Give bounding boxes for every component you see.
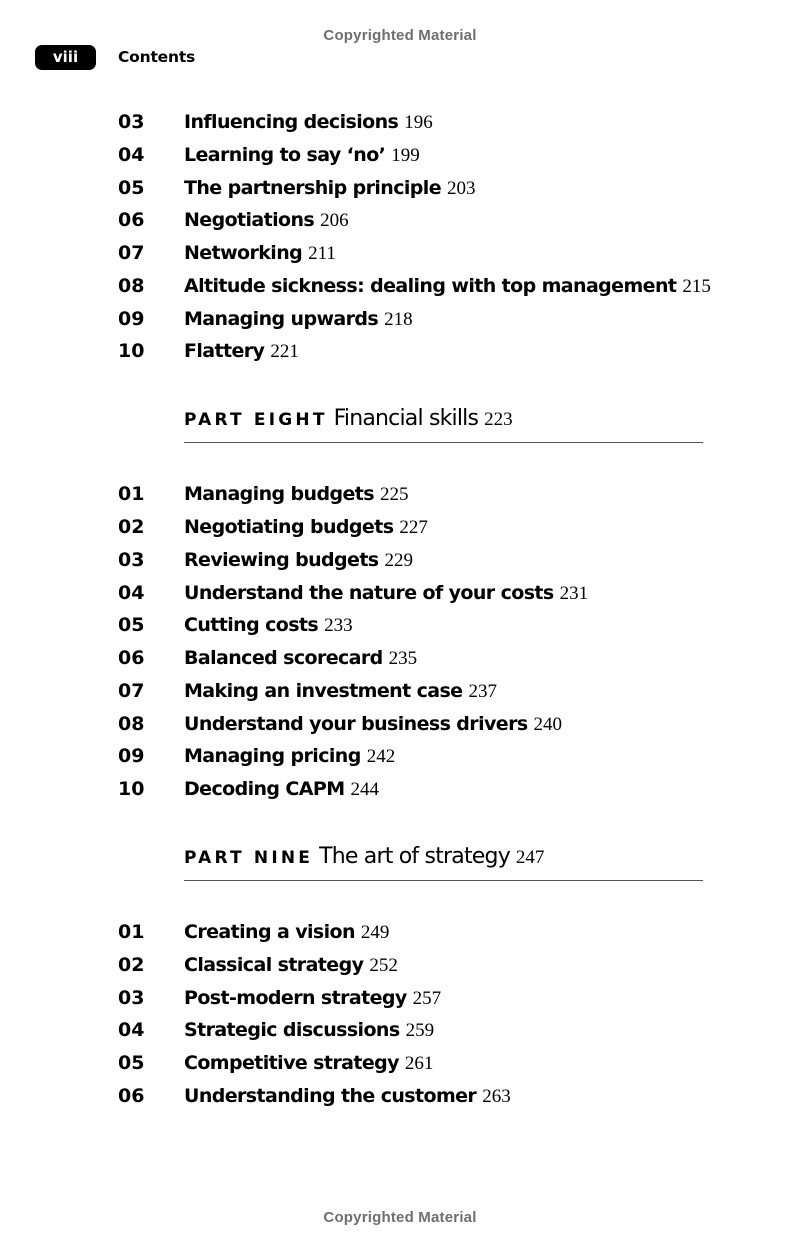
page-ref: 231 <box>559 583 589 604</box>
page-ref: 263 <box>482 1086 511 1107</box>
page-ref: 221 <box>270 341 299 362</box>
chapter-number: 08 <box>118 275 145 297</box>
chapter-title: Decoding CAPM <box>184 778 345 800</box>
page-number-badge: viii <box>35 45 96 70</box>
chapter-title: Creating a vision <box>184 921 355 943</box>
chapter-number: 01 <box>118 921 145 943</box>
chapter-title: Managing upwards <box>184 308 379 330</box>
page-ref: 244 <box>350 779 380 800</box>
page-ref: 261 <box>404 1053 434 1074</box>
page-ref: 259 <box>405 1020 435 1041</box>
chapter-title: Altitude sickness: dealing with top management <box>184 275 677 297</box>
chapter-title: Understand your business drivers <box>184 713 528 735</box>
chapter-number: 05 <box>118 614 145 636</box>
page-ref: 218 <box>384 309 413 330</box>
chapter-title: Influencing decisions <box>184 111 399 133</box>
page-ref: 233 <box>324 615 353 636</box>
page-ref: 215 <box>682 276 711 297</box>
chapter-number: 04 <box>118 1019 145 1041</box>
chapter-number: 06 <box>118 647 145 669</box>
chapter-title: Classical strategy <box>184 954 364 976</box>
part-title: The art of strategy <box>319 844 510 869</box>
part-label: PART NINE <box>184 848 314 868</box>
part-heading[interactable] <box>184 844 703 881</box>
chapter-title: The partnership principle <box>184 177 441 199</box>
chapter-title: Learning to say ‘no’ <box>184 144 386 166</box>
chapter-title: Post-modern strategy <box>184 987 407 1009</box>
page-ref: 242 <box>366 746 396 767</box>
chapter-number: 09 <box>118 745 145 767</box>
chapter-title: Networking <box>184 242 303 264</box>
chapter-number: 05 <box>118 177 145 199</box>
page-ref: 225 <box>379 484 409 505</box>
page-ref: 206 <box>320 210 349 231</box>
chapter-number: 07 <box>118 680 145 702</box>
page-ref: 229 <box>384 550 414 571</box>
chapter-number: 04 <box>118 582 145 604</box>
chapter-number: 09 <box>118 308 145 330</box>
chapter-title: Managing budgets <box>184 483 374 505</box>
chapter-number: 03 <box>118 549 145 571</box>
copyright-watermark-bottom: Copyrighted Material <box>323 1209 477 1226</box>
chapter-number: 06 <box>118 1085 145 1107</box>
page-ref: 199 <box>391 145 420 166</box>
chapter-number: 01 <box>118 483 145 505</box>
chapter-title: Strategic discussions <box>184 1019 400 1041</box>
chapter-number: 02 <box>118 954 145 976</box>
page-ref: 227 <box>399 517 428 538</box>
chapter-title: Cutting costs <box>184 614 319 636</box>
chapter-title: Competitive strategy <box>184 1052 399 1074</box>
page-ref: 196 <box>404 112 433 133</box>
chapter-title: Managing pricing <box>184 745 361 767</box>
page-ref: 257 <box>412 988 442 1009</box>
chapter-title: Balanced scorecard <box>184 647 383 669</box>
page-ref: 235 <box>388 648 418 669</box>
chapter-number: 10 <box>118 340 145 362</box>
chapter-title: Understand the nature of your costs <box>184 582 554 604</box>
part-page-ref: 223 <box>484 409 513 430</box>
chapter-title: Negotiations <box>184 209 315 231</box>
chapter-number: 04 <box>118 144 145 166</box>
part-label: PART EIGHT <box>184 410 328 430</box>
copyright-watermark-top: Copyrighted Material <box>323 27 477 44</box>
page-ref: 249 <box>360 922 390 943</box>
page-ref: 237 <box>468 681 497 702</box>
chapter-number: 03 <box>118 987 145 1009</box>
chapter-title: Making an investment case <box>184 680 463 702</box>
chapter-number: 10 <box>118 778 145 800</box>
chapter-number: 07 <box>118 242 145 264</box>
chapter-number: 05 <box>118 1052 145 1074</box>
chapter-number: 06 <box>118 209 145 231</box>
chapter-number: 08 <box>118 713 145 735</box>
part-heading[interactable] <box>184 406 703 443</box>
chapter-number: 02 <box>118 516 145 538</box>
page-ref: 240 <box>533 714 563 735</box>
part-page-ref: 247 <box>515 847 545 868</box>
chapter-title: Understanding the customer <box>184 1085 477 1107</box>
chapter-title: Reviewing budgets <box>184 549 379 571</box>
page-ref: 203 <box>447 178 476 199</box>
running-head: Contents <box>118 48 196 66</box>
chapter-title: Flattery <box>184 340 265 362</box>
page-ref: 252 <box>369 955 398 976</box>
part-title: Financial skills <box>333 406 479 431</box>
chapter-title: Negotiating budgets <box>184 516 394 538</box>
page-ref: 211 <box>308 243 336 264</box>
chapter-number: 03 <box>118 111 145 133</box>
